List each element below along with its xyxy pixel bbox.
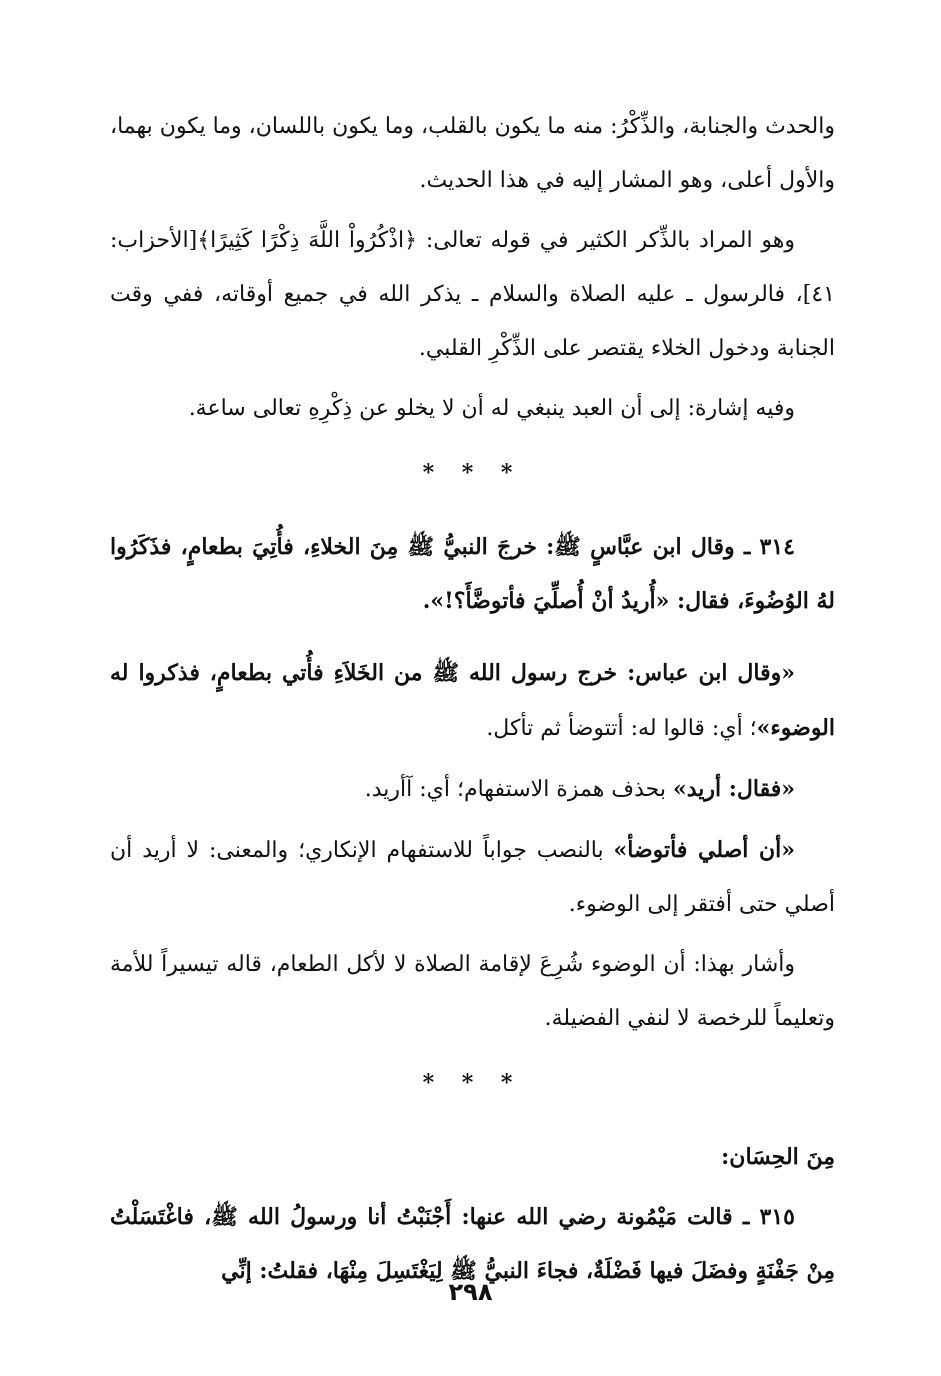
commentary-paragraph-3: وفيه إشارة: إلى أن العبد ينبغي له أن لا يخلو عن ذِكْرِهِ تعالى ساعة. [188,396,795,421]
commentary-314-3 [110,823,835,932]
commentary-314-2 [110,762,835,817]
commentary-314-2-rest: بحذف همزة الاستفهام؛ أي: آأريد. [364,777,673,802]
commentary-314-1-bold: «وقال ابن عباس: خرج رسول الله ﷺ من الخَلاَءِ فأُتي بطعامٍ، فذكروا له الوضوء» [110,660,835,741]
page-body [110,100,835,1298]
commentary-314-3-bold: «أن أصلي فأتوضأ» [613,837,796,863]
quran-quote: ﴿اذْكُرُواْ اللَّهَ ذِكْرًا كَثِيرًا﴾ [197,228,418,253]
commentary-paragraph-1: والحدث والجنابة، والذِّكْرُ: منه ما يكون بالقلب، وما يكون باللسان، وما يكون بهما، والأول أعلى، وهو المشار إليه في هذا الحديث. [110,114,835,193]
hadith-314: ٣١٤ ـ وقال ابن عبَّاسٍ ﷺ: خرجَ النبيُّ ﷺ مِنَ الخلاءِ، فأُتِيَ بطعامٍ، فذَكَرُوا لهُ الوُضُوءَ، فقال: «أُريدُ أنْ أُصلِّيَ فأتوضَّأَ؟!». [110,534,835,614]
section-divider-2: * * * [422,1070,523,1096]
commentary-314-1 [110,646,835,756]
commentary-314-4: وأشار بهذا: أن الوضوء شُرِعَ لإقامة الصلاة لا لأكل الطعام، قاله تيسيراً للأمة وتعليماً للرخصة لا لنفي الفضيلة. [110,952,835,1031]
paragraph-2-lead: وهو المراد بالذِّكر الكثير في قوله تعالى: [417,228,795,253]
paragraph-2-rest: [الأحزاب: ٤١]، فالرسول ـ عليه الصلاة والسلام ـ يذكر الله في جميع أوقاته، ففي وقت الجنابة ودخول الخلاء يقتصر على الذِّكْرِ القلبي. [110,228,835,361]
commentary-314-1-rest: ؛ أي: قالوا له: أتتوضأ ثم تأكل. [486,716,757,741]
page-number: ٢٩٨ [448,1278,493,1306]
commentary-314-3-rest: بالنصب جواباً للاستفهام الإنكاري؛ والمعنى: لا أريد أن أصلي حتى أفتقر إلى الوضوء. [110,838,835,917]
section-divider-1: * * * [422,460,523,486]
hadith-315: ٣١٥ ـ قالت مَيْمُونة رضي الله عنها: أَجْنَبْتُ أنا ورسولُ الله ﷺ، فاغْتَسَلْتُ مِنْ جَفْنَةٍ وفضَلَ فيها فَضْلَةٌ، فجاءَ النبيُّ ﷺ لِيَغْتَسِلَ مِنْهَا، فقلتُ: إنِّي [110,1204,835,1284]
commentary-314-2-bold: «فقال: أريد» [672,776,795,802]
commentary-paragraph-2 [110,214,835,376]
section-heading-hisan: مِنَ الحِسَان: [721,1144,835,1170]
